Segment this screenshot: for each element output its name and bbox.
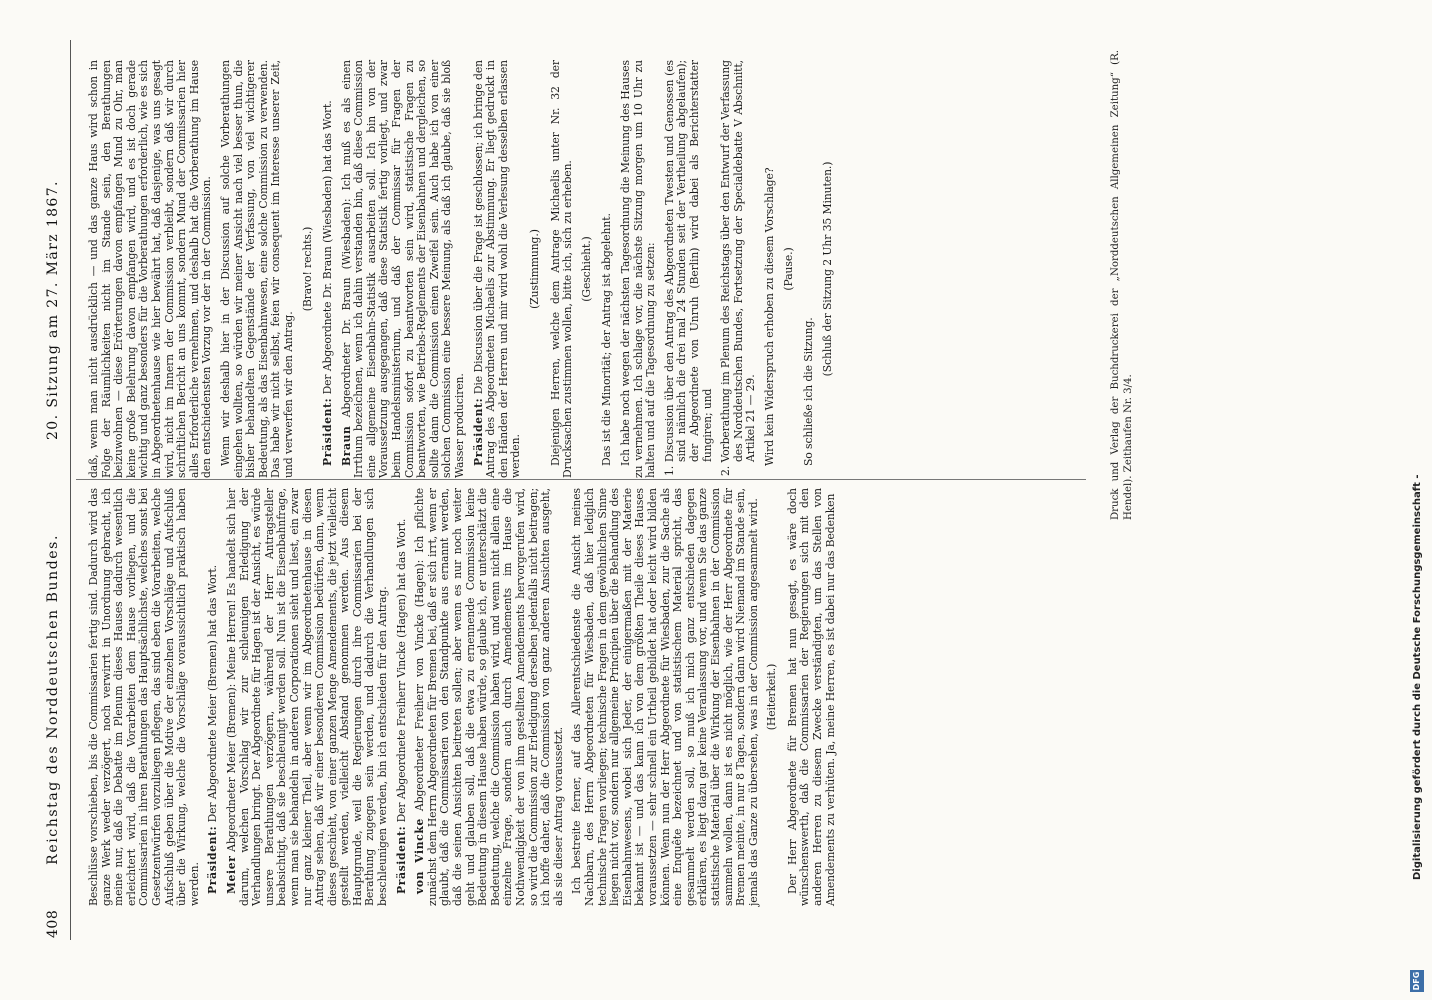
- paragraph: Ich bestreite ferner, auf das Allerentschiedenste die Ansicht meines Nachbarn, des Herrn Abgeordneten für Wiesbaden, daß hier lediglich technische Fragen vorliegen; technische Fragen in dem gewöhnlichen Sinne liegen nicht vor, sondern nur allgemeine Principien über die Behandlung des Eisenbahnwesens, wobei sich Jeder, der einigermaßen mit der Materie bekannt ist — und das kann ich von dem größten Theile dieses Hauses voraussetzen — sehr schnell ein Urtheil gebildet hat oder leicht wird bilden können. Wenn nun der Herr Abgeordnete für Wiesbaden, zur die Sache als eine Enquête bezeichnet und von statistischem Material spricht, das gesammelt werden soll, so muß ich mich ganz entschieden dagegen erklären, es liegt dazu gar keine Veranlassung vor, und wenn Sie das ganze statistische Material über die Wirkung der Eisenbahnen in der Commission sammeln wollen, dann ist es nicht möglich, wie der Herr Abgeordnete für Bremen meinte, in nur 8 Tagen, sondern dann wird Niemand im Stande sein, jemals das Ganze zu übersehen, was in der Commission angesammelt wird.: [570, 488, 760, 906]
- paragraph: Ich habe noch wegen der nächsten Tagesordnung die Meinung des Hauses zu vernehmen. Ich schlage vor, die nächste Sitzung morgen um 10 Uhr zu halten und auf die Tagesordnung zu setzen:: [618, 60, 658, 478]
- speaker-label: Präsident:: [321, 397, 335, 466]
- speech-text: Abgeordneter Freiherr von Vincke (Hagen): Ich pflichte zunächst dem Herrn Abgeordneten für Bremen bei, daß er sich irrt, wenn er glaubt, daß die Commissarien von den Standpunkte aus ernannt werden, daß die seinen Ansichten beitreten sollen; aber wenn es nur noch weiter geht und glauben soll, daß die etwa zu ernennende Commission keine Bedeutung in diesem Hause haben würde, so glaube ich, er unterschätzt die Bedeutung, welche die Commission haben wird, und wenn nicht allein eine einzelne Frage, sondern auch durch Amendements im Hause die Nothwendigkeit der von ihm gestellten Amendements hervorgerufen wird, so wird die Commission zur Erledigung derselben jedenfalls nicht beitragen; ich hoffe daher, daß die Commission von ganz anderen Ansichten ausgeht, als sie dieser Antrag voraussetzt.: [413, 488, 565, 906]
- paragraph: daß, wenn man nicht ausdrücklich — und das ganze Haus wird schon in Folge der Räumlichkeiten nicht im Stande sein, den Berathungen beizuwohnen — diese Erörterungen davon empfangen Mund zu Ohr, man keine große Belehrung davon empfangen wird, und es ist doch gerade wichtig und ganz besonders für die Vorberathungen erforderlich, wie es sich in Abgeordnetenhause wie hier bewährt hat, daß dasjenige, was uns gesagt wird, nicht im Innern der Commission verbleibt, sondern daß wir durch schriftlichen Bericht an uns kommt, sondern Mund der Commissarien hier alles Erforderliche vernehmen, und deshalb hat die Vorberathung im Hause den entschiedensten Vorzug vor der in der Commission.: [87, 60, 214, 478]
- digitization-note: Digitalisierung gefördert durch die Deutsche Forschungsgemeinschaft -: [1412, 474, 1423, 880]
- column-rule: [76, 479, 1086, 480]
- paragraph: Wenn wir deshalb hier in der Discussion auf solche Vorberathungen eingehen wollten, so würden wir meiner Ansicht nach viel besser thun, die bisher behandelten Gegenstände der Verfassung, von viel wichtigerer Bedeutung, als das Eisenbahnwesen, eine solche Commission zu verwenden. Das habe wir nicht selbst, feien wir consequent im Interesse unserer Zeit, und verwerfen wir den Antrag.: [218, 60, 295, 478]
- left-header-title: Reichstag des Norddeutschen Bundes.: [45, 533, 61, 865]
- stage-direction: (Heiterkeit.): [765, 663, 779, 731]
- paragraph: [414, 488, 565, 906]
- stage-direction: (Pause.): [781, 247, 795, 291]
- speaker-label: von Vincke: [413, 818, 427, 894]
- paragraph: Diejenigen Herren, welche dem Antrage Michaelis unter Nr. 32 der Drucksachen zustimmen wollen, bitte ich, sich zu erheben.: [548, 60, 575, 478]
- paragraph: Das ist die Minorität; der Antrag ist abgelehnt.: [600, 213, 614, 466]
- paragraph: Der Herr Abgeordnete für Bremen hat nun gesagt, es wäre doch wünschenswerth, daß die Commissarien der Regierungen sich mit den anderen Herren zu diesem Zwecke verständigten, um das Stellen von Amendements zu verhüten. Ja, meine Herren, es ist dabei nur das Bedenken: [785, 488, 837, 906]
- page-number: 408: [45, 909, 61, 938]
- speaker-label: Präsident:: [206, 825, 220, 894]
- stage-direction: (Schluß der Sitzung 2 Uhr 35 Minuten.): [820, 161, 834, 377]
- speaker-label: Meier: [224, 855, 238, 894]
- left-column: [88, 488, 843, 906]
- right-column: [88, 60, 842, 478]
- agenda-item: 1. Discussion über den Antrag des Abgeordneten Twesten und Genossen (es sind nämlich die drei mal 24 Stunden seit der Vertheilung abgelaufen); der Abgeordnete von Unruh (Berlin) wird dabei als Berichterstatter fungiren; und: [662, 60, 714, 476]
- printer-imprint: Druck und Verlag der Buchdruckerei der „Norddeutschen Allgemeinen Zeitung“ (R. Hendel). Zeithaufen Nr. 3/4.: [1110, 50, 1134, 520]
- stage-direction: (Geschieht.): [579, 236, 593, 302]
- paragraph: Beschlüsse vorschieben, bis die Commissarien fertig sind. Dadurch wird das ganze Werk weder verzögert, noch verwirrt in Unordnung gebracht, ich meine nur, daß die Debatte im Plenum dieses Hauses dadurch wesentlich erleichtert wird, daß die Vorarbeiten dem Hause vorliegen, und die Commissarien in ihren Berathungen das Hauptsächlichste, welches sonst bei Gesetzentwürfen vorzuliegen pflegen, das sind eben die Vorarbeiten, welche Aufschluß geben über die Motive der einzelnen Vorschläge und Aufschluß über die Wirkung, welche die Vorschläge voraussichtlich praktisch haben werden.: [87, 488, 201, 906]
- right-header-title: 20. Sitzung am 27. März 1867.: [45, 180, 61, 440]
- speech-text: Abgeordneter Meier (Bremen): Meine Herren! Es handelt sich hier darum, welchen Vorschlag wir zur schleunigen Erledigung der Verhandlungen bringt. Der Abgeordnete für Hagen ist der Ansicht, es würde unsere Berathungen verzögern, während der Herr Antragsteller beabsichtigt, daß sie beschleunigt werden soll. Nun ist die Eisenbahnfrage, wenn man sie behandeln in anderen Corporationen sieht und liest, ein zwar nur ganz kleiner Theil, aber wenn wir im Abgeordnetenhause in diesen Antrag sehen, daß wir einer besonderen Commission bedürfen, dann, wenn dieses geschieht, von einer ganzen Menge Amendements, die jetzt vielleicht gestellt werden, vielleicht Abstand genommen werden. Aus diesem Hauptgrunde, weil die Regierungen durch ihre Commissarien bei der Berathung zugegen sein werden, und dadurch die Verhandlungen sich beschleunigen werden, bin ich entschieden für den Antrag.: [224, 488, 390, 906]
- speech-text: Die Discussion über die Frage ist geschlossen; ich bringe den Antrag des Abgeordneten Michaelis zur Abstimmung. Er liegt gedruckt in den Händen der Herren und mir wird wohl die Verlesung desselben erlassen werden.: [471, 60, 523, 478]
- speaker-label: Präsident:: [471, 397, 485, 466]
- right-header: [45, 180, 61, 440]
- speech-text: Der Abgeordnete Meier (Bremen) hat das Wort.: [206, 565, 220, 823]
- speaker-label: Präsident:: [394, 825, 408, 894]
- stage-direction: (Zustimmung.): [528, 229, 541, 309]
- paragraph: [226, 488, 390, 906]
- paragraph: Wird kein Widerspruch erhoben zu diesem Vorschlage?: [762, 167, 776, 466]
- paragraph: [341, 60, 467, 478]
- header-rule: [70, 40, 71, 940]
- left-header: [45, 534, 61, 938]
- paragraph: [396, 488, 409, 906]
- stage-direction: (Bravo! rechts.): [300, 226, 314, 312]
- speech-text: Abgeordneter Dr. Braun (Wiesbaden): Ich muß es als einen Irrthum bezeichnen, wenn ich dahin verstanden bin, daß diese Commission eine allgemeine Eisenbahn-Statistik ausarbeiten soll. Ich bin von der Voraussetzung ausgegangen, daß diese Statistik fertig vorliegt, und zwar beim Handelsministerium, und daß der Commissar für Fragen der Commission sofort zu beantworten sein wird, statistische Fragen zu beantworten, wie Betriebs-Reglements der Eisenbahnen und dergleichen, so sollte dann die Commission einen Zweifel sein. Auch habe ich von einer solchen Commission eine bessere Meinung, als daß ich glaube, daß sie bloß Wasser produciren.: [339, 60, 467, 478]
- speaker-label: Braun: [339, 425, 353, 466]
- paragraph: [207, 488, 220, 906]
- paragraph: [473, 60, 523, 478]
- agenda-item: 2. Vorberathung im Plenum des Reichstags über den Entwurf der Verfassung des Norddeutschen Bundes, Fortsetzung der Specialdebatte V Abschnitt, Artikel 21 — 29.: [719, 60, 758, 476]
- paragraph: So schließe ich die Sitzung.: [802, 317, 816, 466]
- dfg-logo-icon: DFG: [1410, 970, 1424, 992]
- speech-text: Der Abgeordnete Dr. Braun (Wiesbaden) hat das Wort.: [321, 100, 335, 395]
- paragraph: [322, 60, 335, 478]
- speech-text: Der Abgeordnete Freiherr Vincke (Hagen) hat das Wort.: [394, 518, 408, 823]
